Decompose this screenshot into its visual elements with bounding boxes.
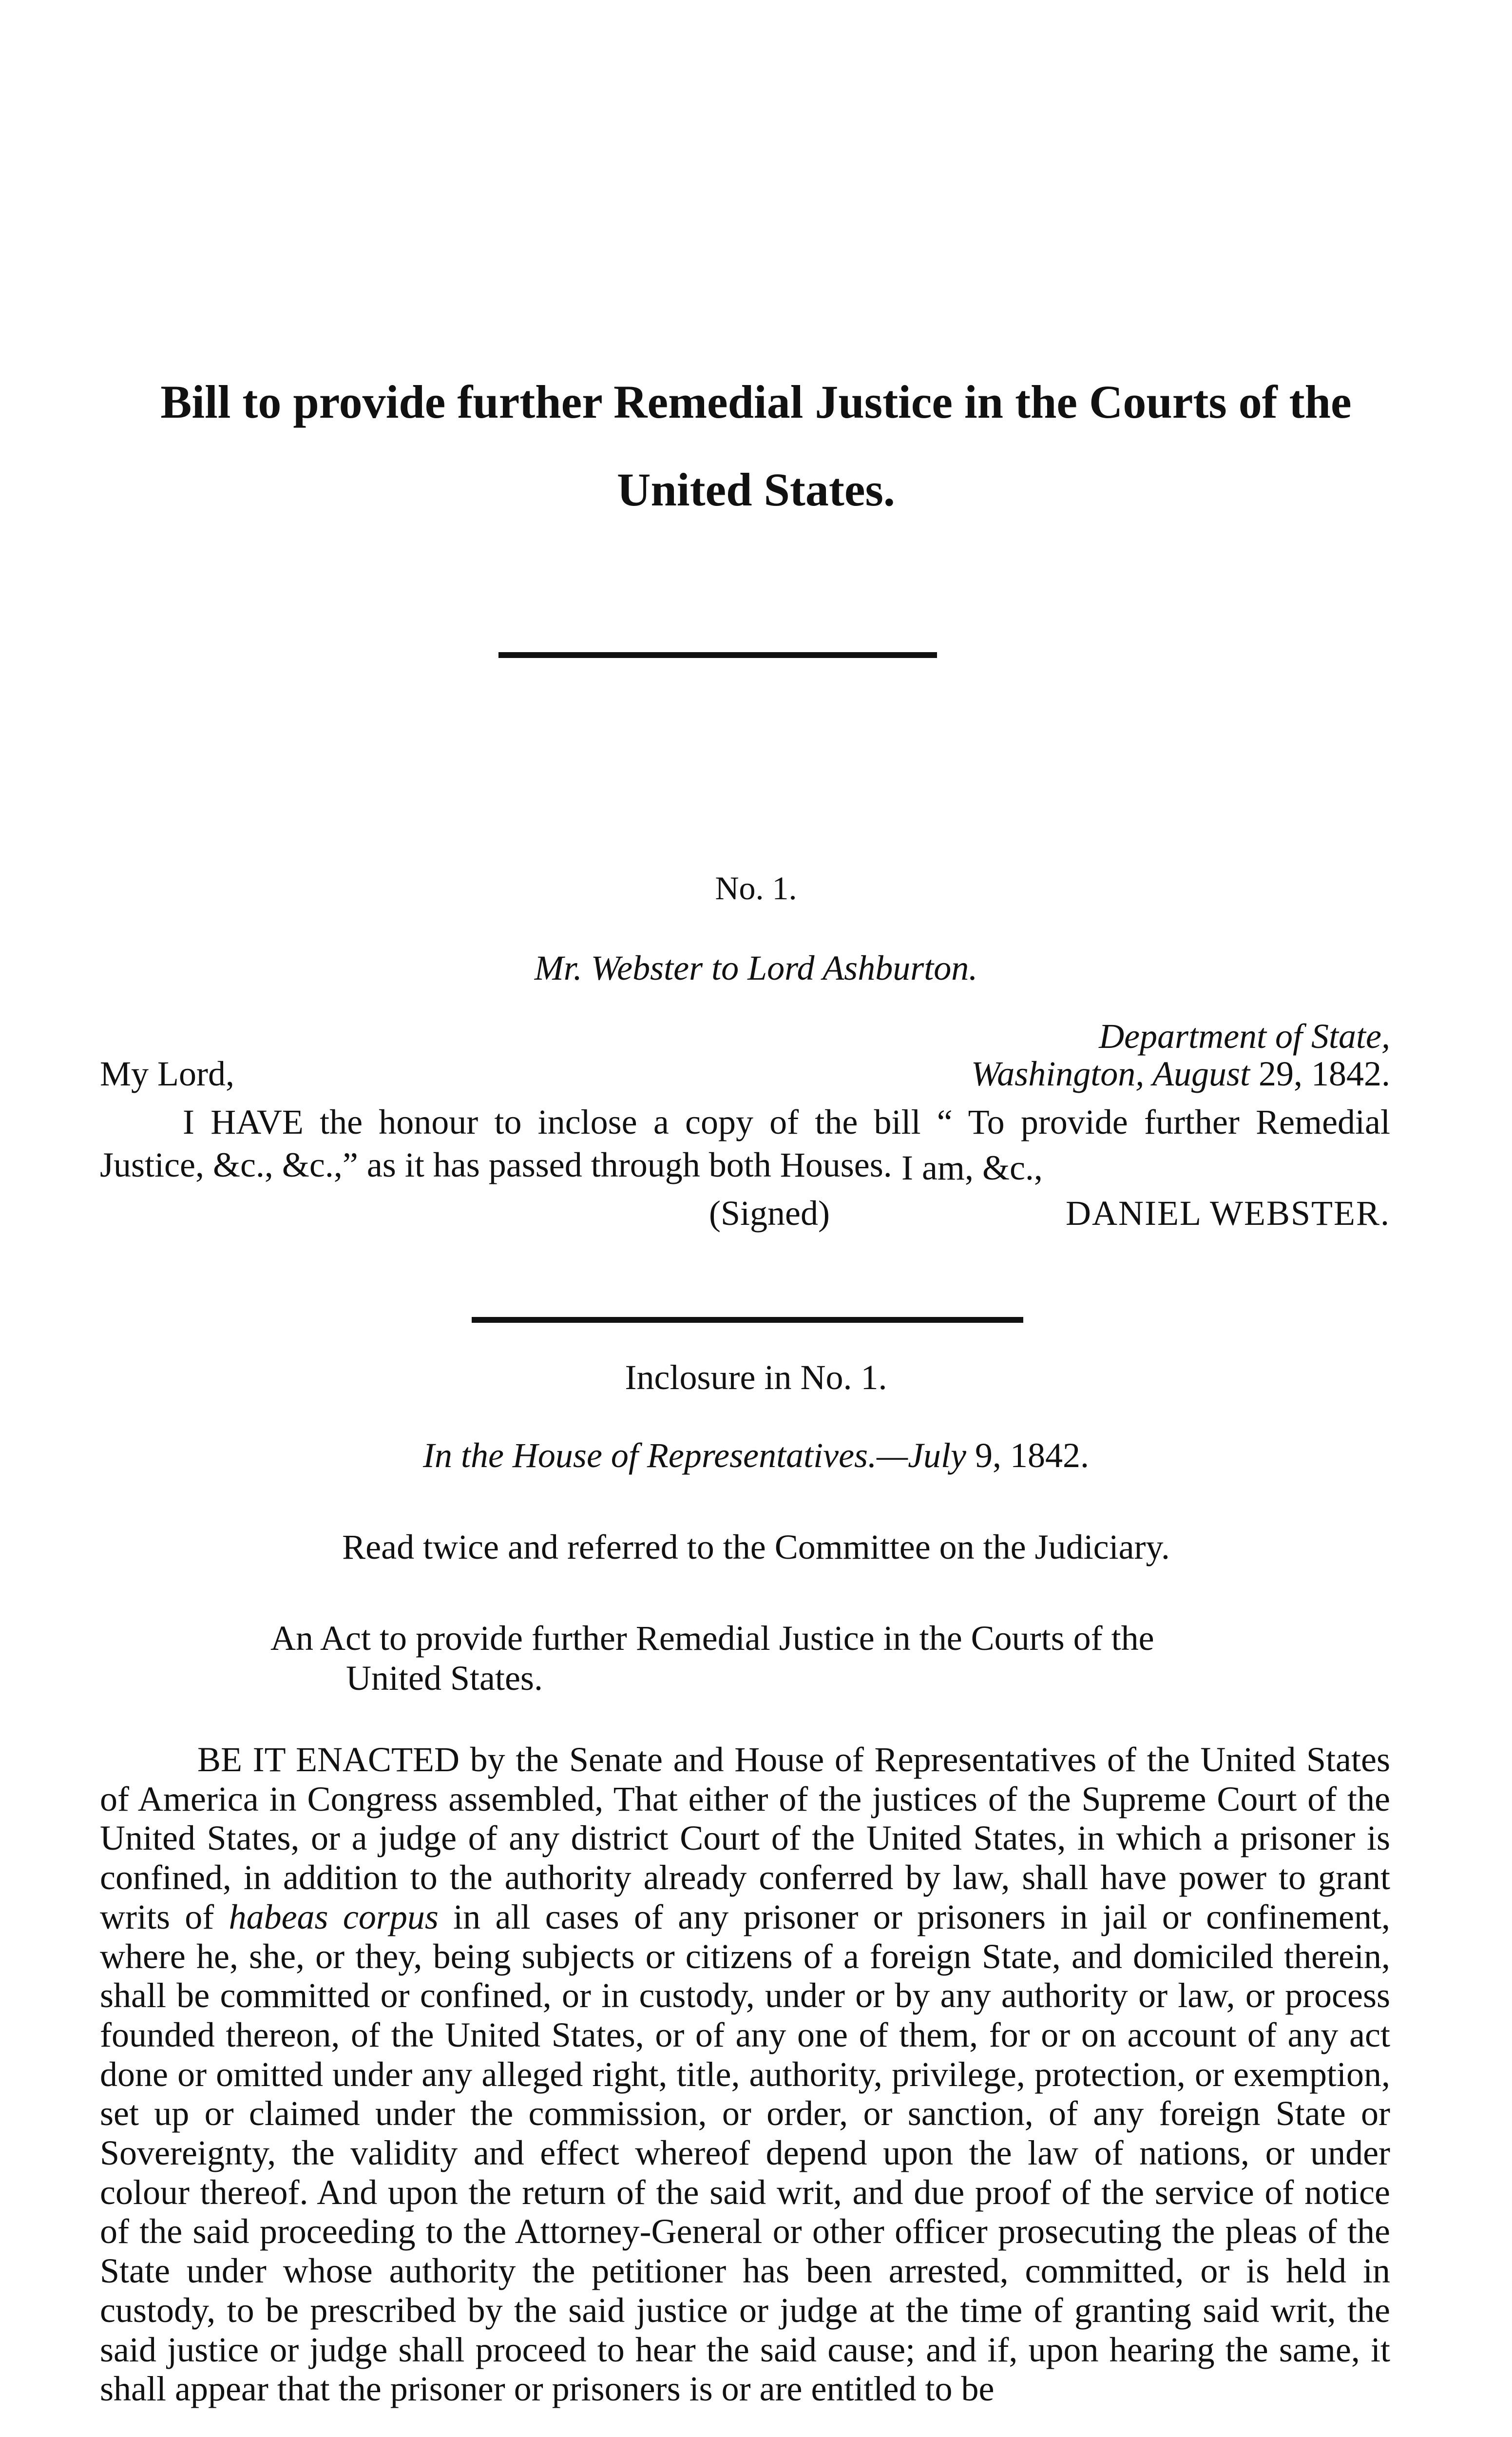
letter-dateline xyxy=(971,1054,1390,1094)
dateline-date: 29, 1842. xyxy=(1250,1054,1390,1093)
signed-label: (Signed) xyxy=(709,1194,830,1233)
house-date: 9, 1842. xyxy=(966,1436,1089,1475)
letter-heading: Mr. Webster to Lord Ashburton. xyxy=(534,948,978,987)
act-title-line-2: United States. xyxy=(346,1659,543,1698)
letter-body: I HAVE the honour to inclose a copy of the bill “ To provide further Remedial Justice, &c., &c.,” as it has passed through both Houses. xyxy=(100,1102,1390,1184)
act-body-italic: habeas corpus xyxy=(229,1897,439,1936)
dateline-place: Washington, August xyxy=(971,1054,1250,1093)
letter-salutation: My Lord, xyxy=(100,1054,234,1093)
document-title: Bill to provide further Remedial Justice in the Courts of the United States. xyxy=(160,376,1352,516)
letter-closing: I am, &c., xyxy=(901,1148,1043,1187)
referral-note: Read twice and referred to the Committee on the Judiciary. xyxy=(342,1528,1170,1567)
title-divider xyxy=(498,652,937,658)
act-body-part-1: BE IT ENACTED by the Senate and House of Representatives of the United States of America in Congress assembled, That either of the justices of the Supreme Court of the United States, or a judge of any district Court of the United States, in which a prisoner is confined, in addition to the authority already conferred by law, shall have power to grant writs of xyxy=(100,1740,1390,1936)
letter-department: Department of State, xyxy=(1099,1017,1390,1056)
letter-divider xyxy=(472,1317,1023,1323)
house-place: In the House of Representatives.—July xyxy=(422,1436,966,1475)
house-heading xyxy=(0,1435,1512,1476)
inclosure-heading: Inclosure in No. 1. xyxy=(625,1358,887,1397)
document-number: No. 1. xyxy=(715,870,797,907)
act-body xyxy=(100,1740,1390,2409)
act-title-line-1: An Act to provide further Remedial Justice in the Courts of the xyxy=(270,1619,1154,1658)
act-body-part-2: in all cases of any prisoner or prisoners in jail or confinement, where he, she, or they, being subjects or citizens of a foreign State, and domiciled therein, shall be committed or confined, or in custody, under or by any authority or law, or process founded thereon, of the United States, or of any one of them, for or on account of any act done or omitted under any alleged right, title, authority, privilege, protection, or exemption, set up or claimed under the commission, or order, or sanction, of any foreign State or Sovereignty, the validity and effect whereof depend upon the law of nations, or under colour thereof. And upon the return of the said writ, and due proof of the service of notice of the said proceeding to the Attorney-General or other officer prosecuting the pleas of the State under whose authority the petitioner has been arrested, committed, or is held in custody, to be prescribed by the said justice or judge at the time of granting said writ, the said justice or judge shall proceed to hear the said cause; and if, upon hearing the same, it shall appear that the prisoner or prisoners is or are entitled to be xyxy=(100,1897,1390,2409)
signer-name: DANIEL WEBSTER. xyxy=(1066,1194,1390,1233)
act-title xyxy=(270,1618,1391,1698)
